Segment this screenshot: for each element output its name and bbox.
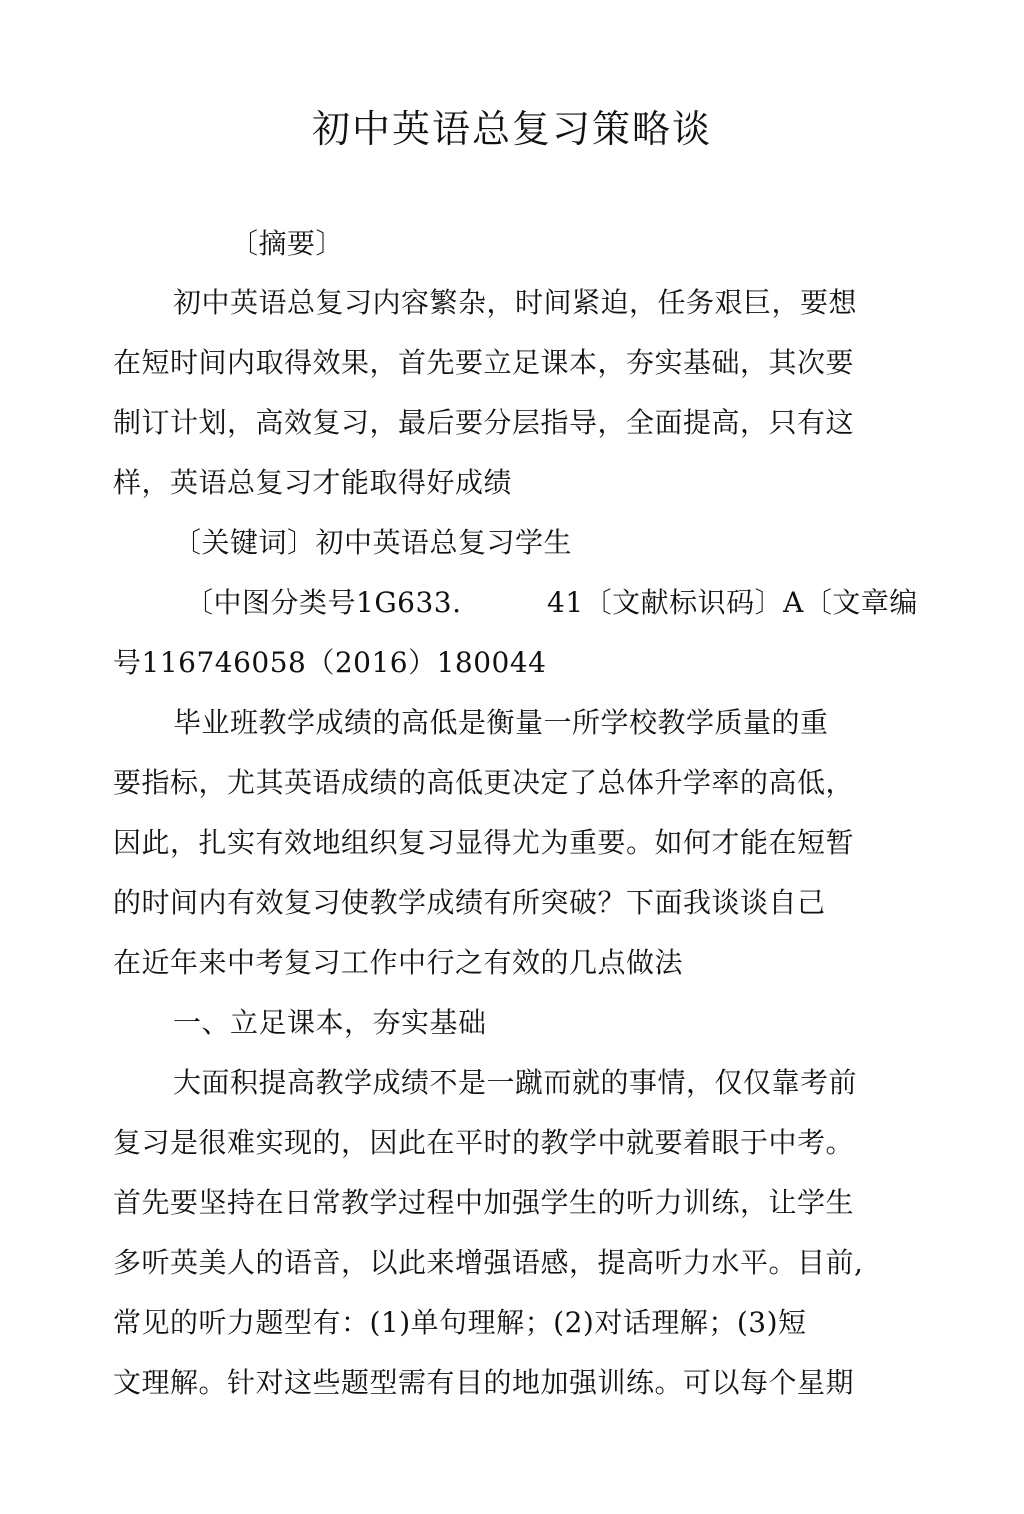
section-line: 大面积提高教学成绩不是一蹴而就的事情，仅仅靠考前 [173,1066,858,1099]
intro-line: 毕业班教学成绩的高低是衡量一所学校教学质量的重 [173,706,829,739]
intro-line: 在近年来中考复习工作中行之有效的几点做法 [113,946,684,979]
abstract-line: 初中英语总复习内容繁杂，时间紧迫，任务艰巨，要想 [173,286,858,319]
keywords-line: 〔关键词〕初中英语总复习学生 [173,526,573,559]
section-line: 复习是很难实现的，因此在平时的教学中就要着眼于中考。 [113,1126,855,1159]
section-line: 首先要坚持在日常教学过程中加强学生的听力训练，让学生 [113,1186,855,1219]
intro-line: 的时间内有效复习使教学成绩有所突破？下面我谈谈自己 [113,886,826,919]
abstract-line: 样，英语总复习才能取得好成绩 [113,466,513,499]
document-title: 初中英语总复习策略谈 [311,107,712,151]
clc-line: 号116746058（2016）180044 [113,646,547,679]
section-line: 多听英美人的语音，以此来增强语感，提高听力水平。目前, [113,1246,864,1279]
abstract-line: 在短时间内取得效果，首先要立足课本，夯实基础，其次要 [113,346,855,379]
abstract-label: 〔摘要〕 [230,227,345,260]
section-heading: 一、立足课本，夯实基础 [173,1006,487,1039]
section-line: 文理解。针对这些题型需有目的地加强训练。可以每个星期 [113,1366,855,1399]
section-line: 常见的听力题型有：(1)单句理解；(2)对话理解；(3)短 [113,1306,807,1339]
clc-line: 〔中图分类号1G633. 41〔文献标识码〕A〔文章编 [185,586,918,619]
abstract-line: 制订计划，高效复习，最后要分层指导，全面提高，只有这 [113,406,855,439]
intro-line: 因此，扎实有效地组织复习显得尤为重要。如何才能在短暂 [113,826,855,859]
intro-line: 要指标，尤其英语成绩的高低更决定了总体升学率的高低， [113,766,855,799]
